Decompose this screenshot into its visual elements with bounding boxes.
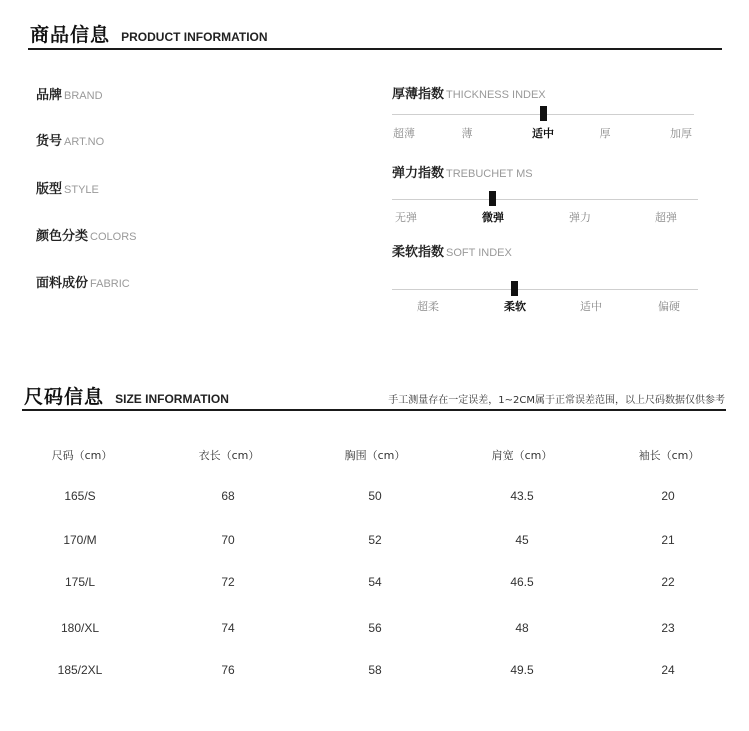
col-header-shoulder: 肩宽（cm） — [491, 449, 553, 462]
size-section-title-en: SIZE INFORMATION — [115, 392, 229, 406]
elasticity-scale-line — [392, 199, 698, 200]
thickness-index-label-en: THICKNESS INDEX — [446, 89, 546, 101]
cell-shoulder: 45 — [515, 533, 529, 547]
elasticity-option: 弹力 — [569, 211, 591, 224]
cell-size: 170/M — [63, 533, 97, 547]
cell-chest: 56 — [368, 621, 382, 635]
col-header-sleeve: 袖长（cm） — [638, 449, 700, 462]
cell-size: 185/2XL — [57, 663, 103, 677]
col-header-chest: 胸围（cm） — [344, 449, 406, 462]
col-header-length: 衣长（cm） — [198, 449, 260, 462]
product-section-divider — [28, 48, 722, 50]
cell-length: 72 — [221, 575, 235, 589]
attr-style — [36, 178, 99, 197]
attr-brand — [36, 84, 103, 103]
cell-sleeve: 23 — [661, 621, 675, 635]
product-section-title-cn: 商品信息 — [30, 24, 111, 46]
cell-chest: 58 — [368, 663, 382, 677]
size-section-header — [24, 382, 229, 409]
attr-colors-label-cn: 颜色分类 — [36, 229, 89, 244]
product-section-title-en: PRODUCT INFORMATION — [121, 30, 268, 44]
elasticity-index-label-en: TREBUCHET MS — [446, 168, 533, 180]
cell-size: 165/S — [64, 489, 96, 503]
cell-sleeve: 21 — [661, 533, 675, 547]
cell-shoulder: 48 — [515, 621, 529, 635]
softness-marker — [511, 281, 518, 296]
cell-size: 175/L — [64, 575, 96, 589]
attr-style-label-cn: 版型 — [36, 182, 63, 197]
attr-colors-label-en: COLORS — [90, 231, 137, 243]
cell-length: 68 — [221, 489, 235, 503]
measurement-note: 手工测量存在一定误差，1~2CM属于正常误差范围，以上尺码数据仅供参考 — [388, 395, 725, 406]
thickness-option: 超薄 — [393, 127, 415, 140]
thickness-option: 厚 — [599, 127, 611, 140]
attr-art-no — [36, 130, 104, 149]
cell-sleeve: 22 — [661, 575, 675, 589]
attr-brand-label-cn: 品牌 — [36, 88, 63, 103]
cell-shoulder: 46.5 — [510, 575, 534, 589]
attr-colors — [36, 225, 136, 244]
cell-chest: 54 — [368, 575, 382, 589]
cell-shoulder: 49.5 — [510, 663, 534, 677]
thickness-index-label-cn: 厚薄指数 — [392, 87, 445, 102]
thickness-marker — [540, 106, 547, 121]
attr-fabric-label-cn: 面料成份 — [36, 276, 89, 291]
cell-sleeve: 20 — [661, 489, 675, 503]
cell-shoulder: 43.5 — [510, 489, 534, 503]
elasticity-marker — [489, 191, 496, 206]
thickness-option: 薄 — [461, 127, 473, 140]
elasticity-index-title — [392, 162, 533, 181]
attr-fabric — [36, 272, 130, 291]
elasticity-option: 超弹 — [655, 211, 677, 224]
softness-option: 超柔 — [417, 300, 439, 313]
cell-size: 180/XL — [60, 621, 100, 635]
cell-sleeve: 24 — [661, 663, 675, 677]
softness-option: 适中 — [580, 300, 602, 313]
softness-option-selected: 柔软 — [504, 300, 526, 313]
cell-chest: 50 — [368, 489, 382, 503]
softness-index-title — [392, 241, 512, 260]
attr-fabric-label-en: FABRIC — [90, 278, 130, 290]
softness-scale-line — [392, 289, 698, 290]
softness-index-label-cn: 柔软指数 — [392, 245, 445, 260]
attr-art-no-label-cn: 货号 — [36, 134, 63, 149]
elasticity-option: 无弹 — [395, 211, 417, 224]
attr-style-label-en: STYLE — [64, 184, 99, 196]
col-header-size: 尺码（cm） — [51, 449, 113, 462]
size-section-title-cn: 尺码信息 — [24, 386, 105, 408]
attr-art-no-label-en: ART.NO — [64, 136, 105, 148]
cell-length: 74 — [221, 621, 235, 635]
softness-option: 偏硬 — [658, 300, 680, 313]
size-section-divider — [22, 409, 726, 411]
thickness-option-selected: 适中 — [532, 127, 554, 140]
cell-length: 70 — [221, 533, 235, 547]
elasticity-option-selected: 微弹 — [482, 211, 504, 224]
cell-length: 76 — [221, 663, 235, 677]
softness-index-label-en: SOFT INDEX — [446, 247, 512, 259]
elasticity-index-label-cn: 弹力指数 — [392, 166, 445, 181]
cell-chest: 52 — [368, 533, 382, 547]
product-section-header — [30, 20, 268, 47]
thickness-index-title — [392, 83, 546, 102]
thickness-option: 加厚 — [670, 127, 692, 140]
attr-brand-label-en: BRAND — [64, 90, 103, 102]
